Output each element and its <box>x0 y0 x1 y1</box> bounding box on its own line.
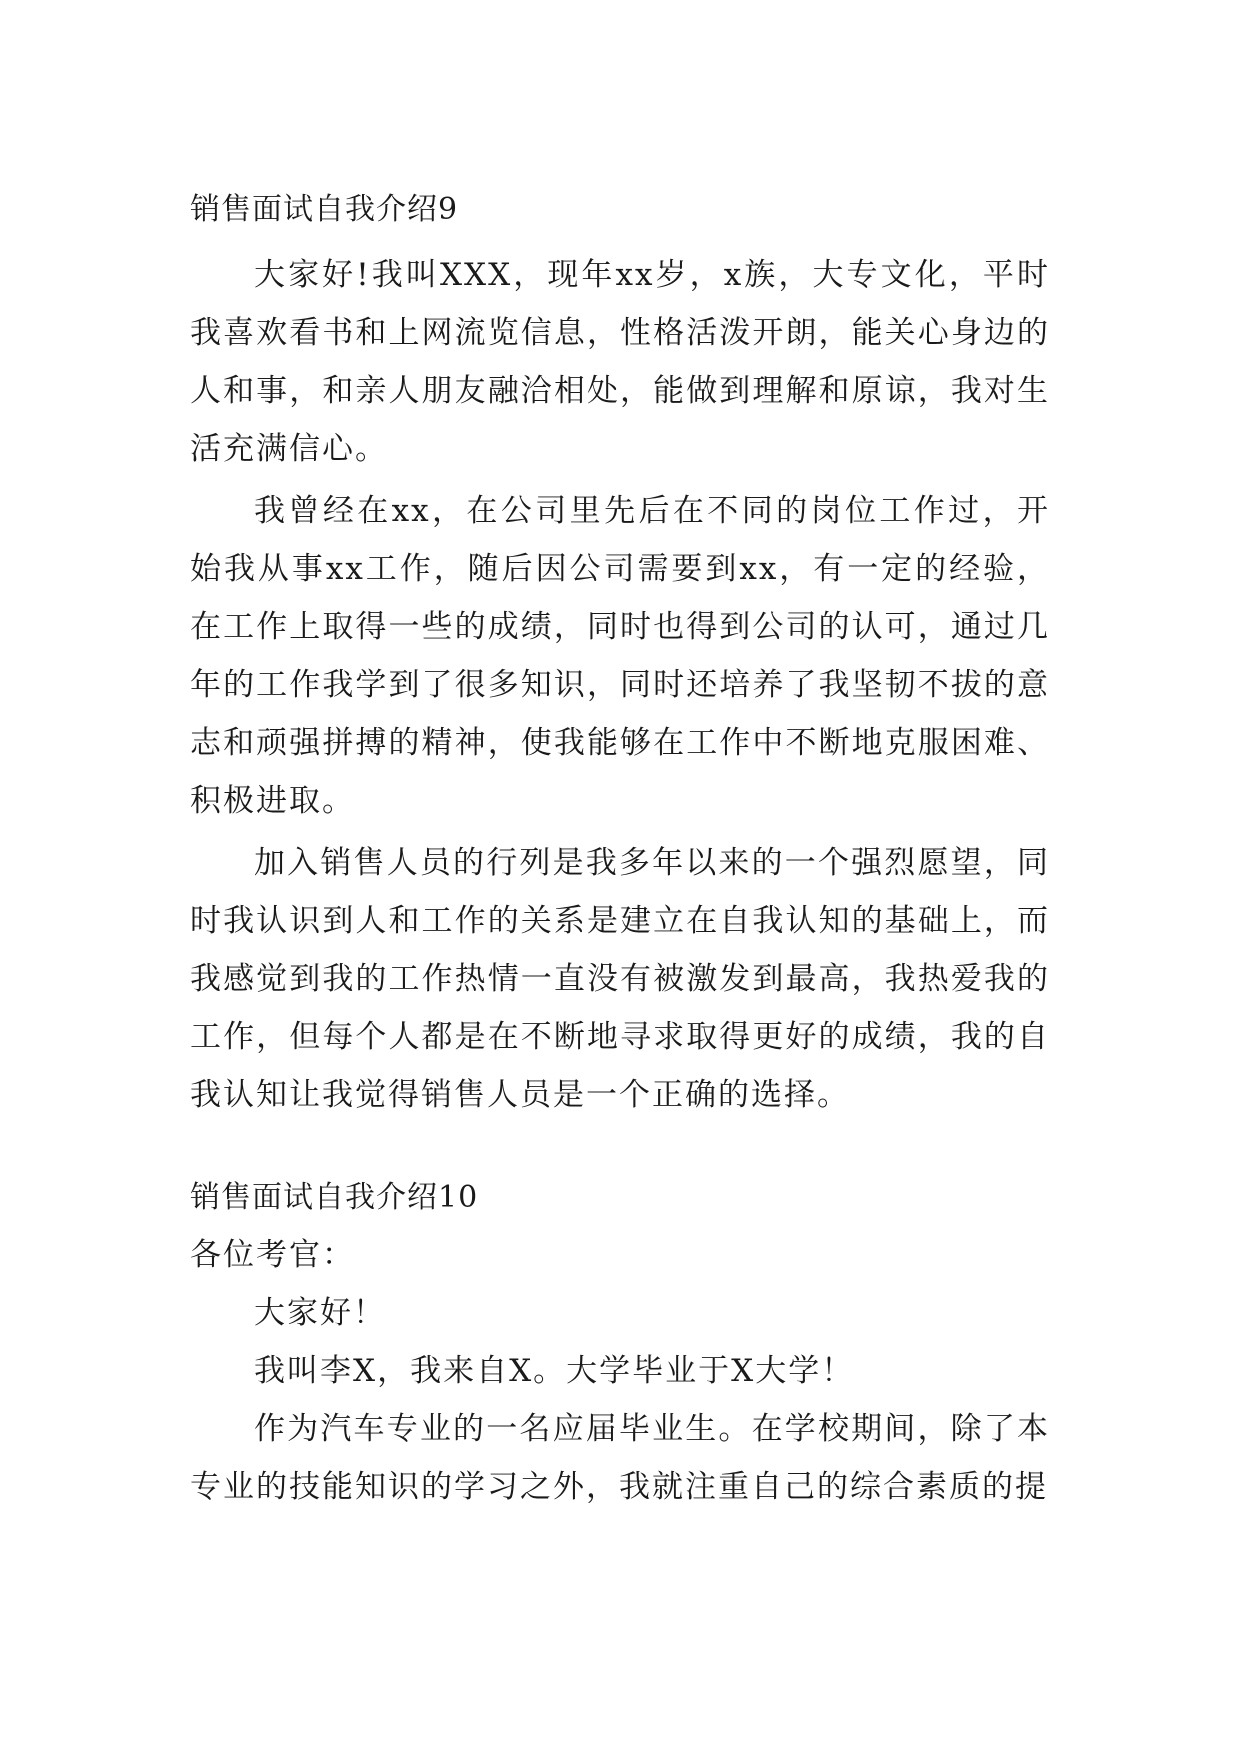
salutation: 各位考官： <box>190 1237 355 1273</box>
section-10-title: 销售面试自我介绍10 <box>190 1180 479 1215</box>
self-intro-line: 我叫李X，我来自X。大学毕业于X大学！ <box>254 1353 855 1389</box>
section-9-paragraph-2: 我曾经在xx，在公司里先后在不同的岗位工作过，开始我从事xx工作，随后因公司需要到xx，有一定的经验，在工作上取得一些的成绩，同时也得到公司的认可，通过几年的工作我学到了很多知识，同时还培养了我坚韧不拔的意志和顽强拼搏的精神，使我能够在工作中不断地克服困难、积极进取。 <box>190 493 1050 819</box>
document-body <box>190 190 1050 1516</box>
section-10-paragraph: 作为汽车专业的一名应届毕业生。在学校期间，除了本专业的技能知识的学习之外，我就注重自己的综合素质的提 <box>190 1411 1050 1505</box>
section-9-title: 销售面试自我介绍9 <box>190 192 459 227</box>
section-spacer <box>190 1124 1050 1178</box>
section-9-paragraph-3: 加入销售人员的行列是我多年以来的一个强烈愿望，同时我认识到人和工作的关系是建立在自我认知的基础上，而我感觉到我的工作热情一直没有被激发到最高，我热爱我的工作，但每个人都是在不断地寻求取得更好的成绩，我的自我认知让我觉得销售人员是一个正确的选择。 <box>190 845 1050 1113</box>
greeting: 大家好！ <box>254 1295 386 1331</box>
section-9-paragraph-1: 大家好!我叫XXX，现年xx岁，x族，大专文化，平时我喜欢看书和上网流览信息，性格活泼开朗，能关心身边的人和事，和亲人朋友融洽相处，能做到理解和原谅，我对生活充满信心。 <box>190 257 1050 467</box>
